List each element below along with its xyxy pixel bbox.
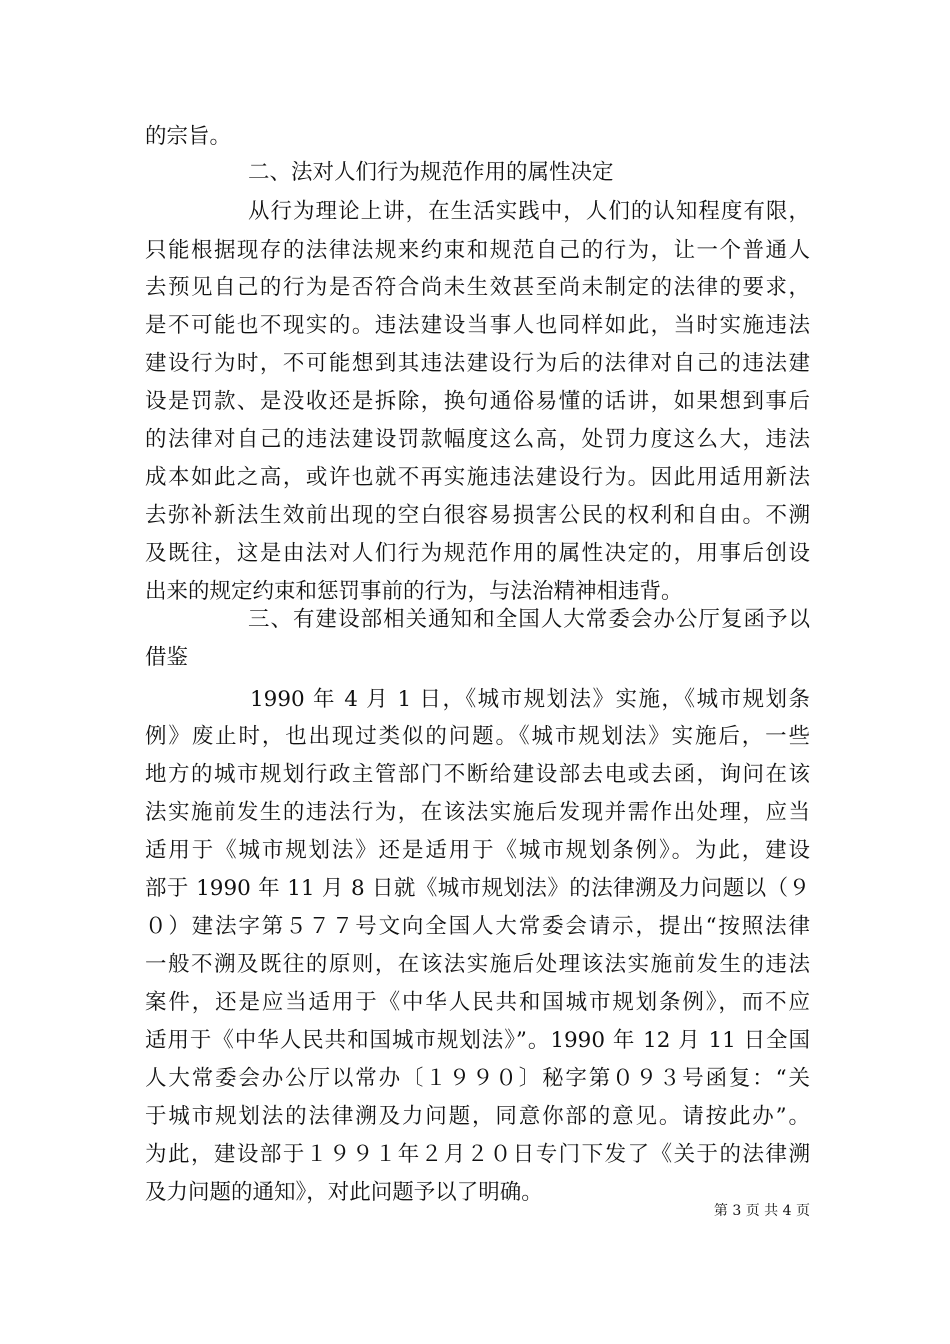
paragraph-line: 地方的城市规划行政主管部门不断给建设部去电或去函，询问在该 <box>145 762 810 787</box>
paragraph-line: 只能根据现存的法律法规来约束和规范自己的行为，让一个普通人 <box>145 238 810 263</box>
paragraph-line: 适用于《中华人民共和国城市规划法》”。1990 年 12 月 11 日全国 <box>145 1028 810 1053</box>
paragraph-line: 出来的规定约束和惩罚事前的行为，与法治精神相违背。 <box>145 579 683 604</box>
paragraph-line: 人大常委会办公厅以常办〔１９９０〕秘字第０９３号函复：“关 <box>145 1066 810 1091</box>
paragraph-line: 去弥补新法生效前出现的空白很容易损害公民的权利和自由。不溯 <box>145 503 810 528</box>
paragraph-line: 一般不溯及既往的原则，在该法实施后处理该法实施前发生的违法 <box>145 952 810 977</box>
paragraph-line: 建设行为时，不可能想到其违法建设行为后的法律对自己的违法建 <box>145 351 810 376</box>
paragraph-line: 例》废止时，也出现过类似的问题。《城市规划法》实施后，一些 <box>145 724 810 749</box>
page-number-footer: 第 3 页 共 4 页 <box>713 1203 810 1219</box>
paragraph-line: 于城市规划法的法律溯及力问题，同意你部的意见。请按此办”。 <box>145 1104 810 1129</box>
paragraph-line: 为此，建设部于１９９１年２月２０日专门下发了《关于的法律溯 <box>145 1142 810 1167</box>
paragraph-line: 适用于《城市规划法》还是适用于《城市规划条例》。为此，建设 <box>145 838 810 863</box>
paragraph-line: 案件，还是应当适用于《中华人民共和国城市规划条例》，而不应 <box>145 990 810 1015</box>
paragraph-line: 从行为理论上讲，在生活实践中，人们的认知程度有限， <box>248 199 810 224</box>
paragraph-line: 成本如此之高，或许也就不再实施违法建设行为。因此用适用新法 <box>145 465 810 490</box>
section-heading-3-continued: 借鉴 <box>145 645 189 670</box>
paragraph-line: 及力问题的通知》，对此问题予以了明确。 <box>145 1180 543 1205</box>
section-heading-2: 二、法对人们行为规范作用的属性决定 <box>248 160 614 185</box>
paragraph-line: 设是罚款、是没收还是拆除，换句通俗易懂的话讲，如果想到事后 <box>145 389 810 414</box>
paragraph-line: ０）建法字第５７７号文向全国人大常委会请示，提出“按照法律 <box>145 914 810 939</box>
paragraph-line: 的宗旨。 <box>145 124 232 149</box>
paragraph-line: 是不可能也不现实的。违法建设当事人也同样如此，当时实施违法 <box>145 313 810 338</box>
paragraph-line: 法实施前发生的违法行为，在该法实施后发现并需作出处理，应当 <box>145 800 810 825</box>
paragraph-line: 去预见自己的行为是否符合尚未生效甚至尚未制定的法律的要求， <box>145 275 810 300</box>
paragraph-line: 及既往，这是由法对人们行为规范作用的属性决定的，用事后创设 <box>145 541 810 566</box>
paragraph-line: 1990 年 4 月 1 日，《城市规划法》实施，《城市规划条 <box>250 687 810 712</box>
section-heading-3: 三、有建设部相关通知和全国人大常委会办公厅复函予以 <box>248 607 810 632</box>
paragraph-line: 的法律对自己的违法建设罚款幅度这么高，处罚力度这么大，违法 <box>145 427 810 452</box>
paragraph-line: 部于 1990 年 11 月 8 日就《城市规划法》的法律溯及力问题以（９ <box>145 876 810 901</box>
